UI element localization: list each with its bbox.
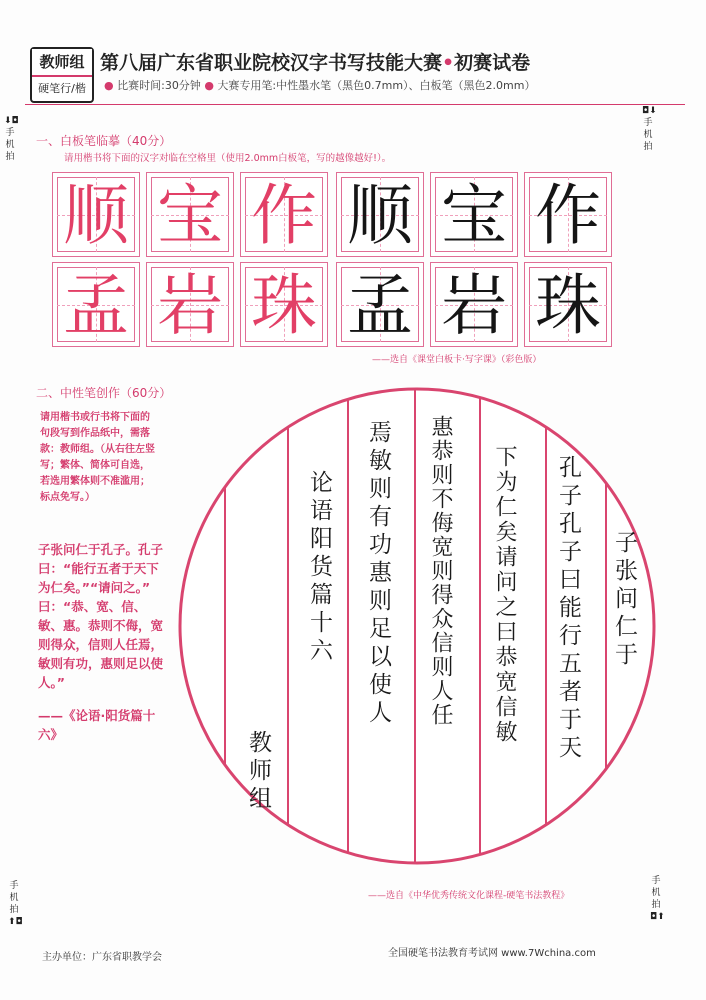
section1-heading: 一、白板笔临摹（40分） (36, 134, 172, 148)
exam-title-suffix: 初赛试卷 (454, 52, 531, 74)
written-char: 岩 (441, 267, 507, 344)
signature-column: 教师组 (245, 730, 271, 814)
grid-cell-written (524, 262, 612, 347)
written-column: 孔子孔子曰能行五者于天 (555, 455, 581, 763)
camera-icon: ◘⬇ (642, 106, 657, 116)
side-note-top-left: ⬇◘ 手机拍 (4, 116, 19, 162)
group-label: 教师组 (32, 49, 92, 77)
section1-instruction: 请用楷书将下面的汉字对临在空格里（使用2.0mm白板笔，写的越像越好!）。 (64, 153, 392, 164)
time-note: 比赛时间:30分钟 (117, 79, 201, 92)
grid-cell-model (52, 262, 140, 347)
model-char: 宝 (157, 177, 223, 254)
section2-instruction: 请用楷书或行书将下面的句段写到作品纸中，需落款：教师组。（从右往左竖写；繁体、简体可自选，若选用繁体则不准滥用；标点免写。） (40, 412, 155, 503)
written-char: 顺 (347, 177, 413, 254)
model-char: 珠 (251, 267, 317, 344)
footer-website: 全国硬笔书法教育考试网 www.7Wchina.com (388, 948, 596, 959)
section2-credit: ——选自《中华优秀传统文化课程-硬笔书法教程》 (368, 891, 570, 901)
group-tag (30, 47, 94, 103)
model-char: 岩 (157, 267, 223, 344)
written-column: 子张问仁于 (611, 530, 637, 670)
written-column: 焉敏则有功惠则足以使人 (365, 420, 391, 728)
grid-cell-model (240, 172, 328, 257)
pen-note: 大赛专用笔:中性墨水笔（黑色0.7mm）、白板笔（黑色2.0mm） (217, 79, 536, 92)
side-note-bottom-right: 手机拍 ◘⬆ (650, 876, 665, 922)
side-note-top-right: ◘⬇ 手机拍 (642, 106, 657, 152)
poem-text: 子张问仁于孔子。孔子曰：“能行五者于天下为仁矣。”“请问之。” 曰：“恭、宽、信、敏、惠。恭则不侮，宽则得众，信则人任焉，敏则有功，惠则足以使人。” ——《论语·阳货篇十六》 (38, 540, 166, 744)
grid-cell-model (240, 262, 328, 347)
section1-credit: ——选自《课堂白板卡·写字课》（彩色版） (372, 355, 542, 365)
footer-organizer: 主办单位：广东省职教学会 (42, 952, 162, 963)
poem-source: ——《论语·阳货篇十六》 (38, 708, 156, 742)
written-column: 论语阳货篇十六 (306, 470, 332, 666)
grid-cell-model (146, 172, 234, 257)
grid-cell-written (430, 262, 518, 347)
grid-cell-written (336, 172, 424, 257)
camera-icon: ⬆◘ (8, 917, 23, 927)
grid-cell-written (524, 172, 612, 257)
grid-cell-model (52, 172, 140, 257)
grid-cell-written (430, 172, 518, 257)
exam-title: 第八届广东省职业院校汉字书写技能大赛•初赛试卷 (100, 52, 531, 74)
camera-icon: ◘⬆ (650, 912, 665, 922)
written-char: 作 (535, 177, 601, 254)
written-char: 孟 (347, 267, 413, 344)
exam-notes: ● 比赛时间:30分钟 ● 大赛专用笔:中性墨水笔（黑色0.7mm）、白板笔（黑色2.0mm） (104, 79, 536, 92)
side-note-bottom-left: 手机拍 ⬆◘ (8, 881, 23, 927)
written-column: 惠恭则不侮宽则得众信则人任 (428, 415, 453, 727)
model-char: 作 (251, 177, 317, 254)
model-char: 孟 (63, 267, 129, 344)
written-column: 下为仁矣请问之曰恭宽信敏 (492, 445, 517, 745)
header-divider (25, 104, 685, 105)
written-char: 宝 (441, 177, 507, 254)
section2-heading: 二、中性笔创作（60分） (36, 386, 172, 400)
circle-work-sheet (160, 385, 680, 880)
grid-cell-model (146, 262, 234, 347)
model-char: 顺 (63, 177, 129, 254)
style-label: 硬笔行/楷 (38, 82, 86, 95)
written-char: 珠 (535, 267, 601, 344)
grid-cell-written (336, 262, 424, 347)
camera-icon: ⬇◘ (4, 116, 19, 126)
